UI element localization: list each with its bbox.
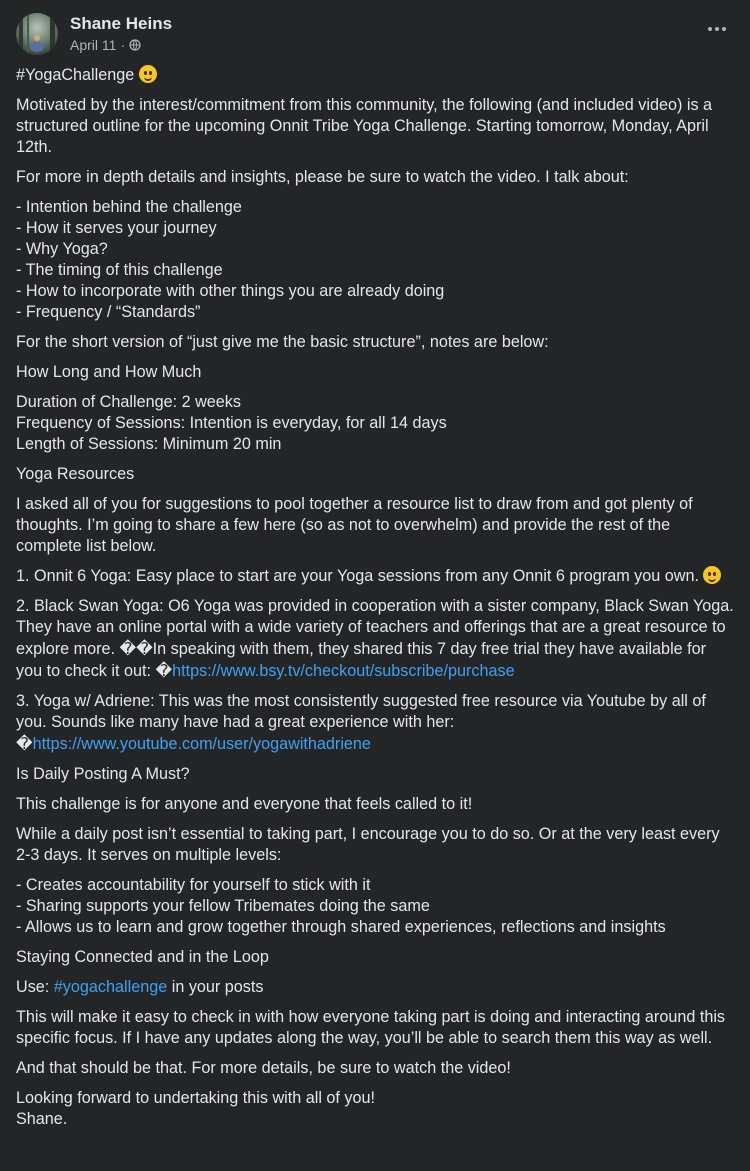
intro-paragraph: Motivated by the interest/commitment from this community, the following (and included video) is a structured outline for the upcoming Onnit Tribe Yoga Challenge. Starting tomorrow, Monday, April 12th.: [16, 96, 713, 156]
frequency-line: Frequency of Sessions: Intention is everyday, for all 14 days: [16, 414, 447, 432]
post-body: [16, 65, 734, 1130]
list-item: - Frequency / “Standards”: [16, 303, 201, 321]
bsy-trial-link[interactable]: https://www.bsy.tv/checkout/subscribe/purchase: [172, 662, 515, 680]
smiling-face-emoji-icon: [703, 566, 721, 584]
looking-forward-line: Looking forward to undertaking this with all of you!: [16, 1089, 376, 1107]
replacement-glyphs: ��: [119, 639, 153, 658]
daily-paragraph-1: This challenge is for anyone and everyone that feels called to it!: [16, 795, 473, 813]
section-heading-daily-posting: Is Daily Posting A Must?: [16, 765, 190, 783]
check-in-paragraph: This will make it easy to check in with how everyone taking part is doing and interacting around this specific focus. If I have any updates along the way, you’ll be able to search them this way as well.: [16, 1008, 726, 1047]
use-suffix: in your posts: [167, 978, 264, 996]
watch-video-paragraph: For more in depth details and insights, please be sure to watch the video. I talk about:: [16, 168, 629, 186]
sign-off: [16, 1088, 734, 1130]
section-heading-how-long: How Long and How Much: [16, 363, 202, 381]
replacement-glyph: �: [155, 661, 173, 680]
meta-separator: ·: [120, 37, 126, 53]
use-prefix: Use:: [16, 978, 54, 996]
resource-item-2: [16, 596, 734, 682]
list-item: - How to incorporate with other things you are already doing: [16, 282, 445, 300]
post-header: [16, 10, 734, 58]
duration-line: Duration of Challenge: 2 weeks: [16, 393, 241, 411]
list-item: - Why Yoga?: [16, 240, 108, 258]
resource-item-1: [16, 566, 734, 587]
resource-item-1-text: 1. Onnit 6 Yoga: Easy place to start are your Yoga sessions from any Onnit 6 program you own.: [16, 567, 699, 585]
length-line: Length of Sessions: Minimum 20 min: [16, 435, 282, 453]
post-hashtag-title: [16, 65, 734, 86]
list-item: - Sharing supports your fellow Tribemates doing the same: [16, 897, 430, 915]
yogachallenge-hashtag-link[interactable]: #yogachallenge: [53, 978, 168, 996]
post-date[interactable]: April 11: [70, 37, 117, 53]
list-item: - How it serves your journey: [16, 219, 217, 237]
daily-paragraph-2: While a daily post isn’t essential to taking part, I encourage you to do so. Or at the very least every 2-3 days. It serves on multiple levels:: [16, 825, 720, 864]
ellipsis-icon: [707, 26, 727, 32]
resource-item-3: [16, 691, 734, 755]
section-heading-connected: Staying Connected and in the Loop: [16, 948, 269, 966]
list-item: - The timing of this challenge: [16, 261, 223, 279]
use-hashtag-line: [16, 977, 734, 998]
more-options-icon[interactable]: [702, 14, 732, 44]
youtube-adriene-link[interactable]: https://www.youtube.com/user/yogawithadriene: [32, 735, 371, 753]
author-name[interactable]: Shane Heins: [70, 14, 173, 33]
structure-details: [16, 392, 734, 455]
hashtag-text[interactable]: #YogaChallenge: [16, 66, 135, 84]
resource-item-3-text: 3. Yoga w/ Adriene: This was the most consistently suggested free resource via Youtube by all of you. Sounds like many have had a great experience with her:: [16, 692, 706, 731]
avatar[interactable]: [16, 13, 58, 55]
closing-paragraph: And that should be that. For more details, be sure to watch the video!: [16, 1059, 511, 1077]
post-subline: [70, 35, 172, 55]
signature-line: Shane.: [16, 1110, 68, 1128]
section-heading-resources: Yoga Resources: [16, 465, 135, 483]
resource-item-2-text: 2. Black Swan Yoga: O6 Yoga was provided in cooperation with a sister company, Black Swan Yoga. They have an online portal with a wide variety of teachers and offerings that are a great resource to explore more.: [16, 597, 734, 658]
list-item: - Allows us to learn and grow together through shared experiences, reflections and insights: [16, 918, 666, 936]
short-version-paragraph: For the short version of “just give me the basic structure”, notes are below:: [16, 333, 549, 351]
resource-item-2-text-continued: In speaking with them, they shared this 7 day free trial they have available for you to check it out:: [16, 640, 707, 680]
list-item: - Creates accountability for yourself to stick with it: [16, 876, 371, 894]
replacement-glyph: �: [16, 734, 33, 753]
topics-list: [16, 197, 734, 323]
benefits-list: [16, 875, 734, 938]
avatar-image: [16, 13, 58, 55]
smiling-face-emoji-icon: [139, 65, 157, 83]
list-item: - Intention behind the challenge: [16, 198, 242, 216]
globe-icon[interactable]: [129, 39, 141, 51]
post-meta: [70, 13, 172, 55]
resources-intro-paragraph: I asked all of you for suggestions to pool together a resource list to draw from and got plenty of thoughts. I’m going to share a few here (so as not to overwhelm) and provide the rest of the complete list below.: [16, 495, 693, 555]
